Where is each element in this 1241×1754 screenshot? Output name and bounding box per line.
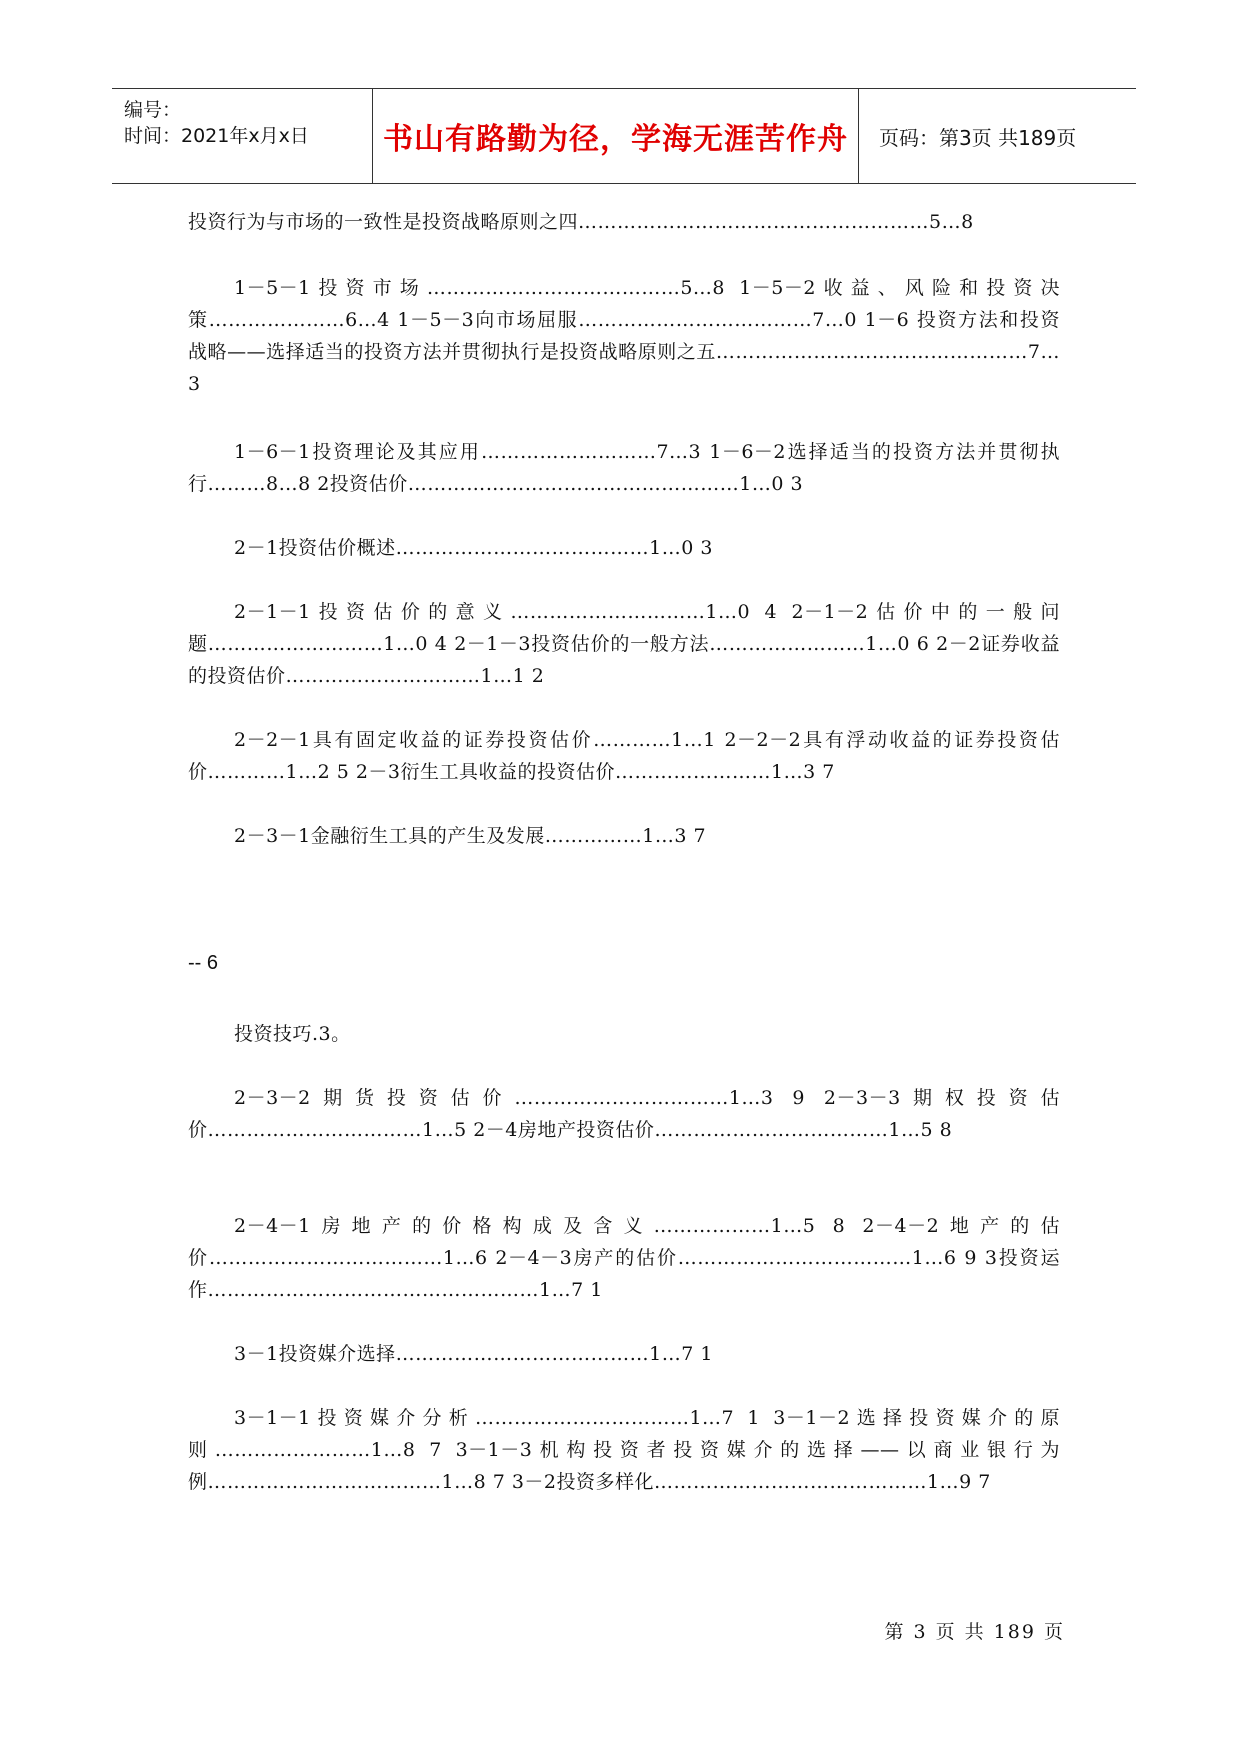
toc-paragraph: 2－1－1投资估价的意义…………………………1…0 4 2－1－2估价中的一般问题………………………1…0 4 2－1－3投资估价的一般方法……………………1…0 6 2－2证券收益的投资估价…………………………1…1 2 bbox=[188, 601, 1060, 687]
page-mark: -- 6 bbox=[188, 952, 218, 974]
page-footer: 第 3 页 共 189 页 bbox=[884, 1621, 1065, 1643]
toc-paragraph: 2－1投资估价概述…………………………………1…0 3 bbox=[234, 537, 713, 559]
page-info-text: 页码：第3页 共189页 bbox=[879, 125, 1077, 150]
serial-label: 编号： bbox=[124, 99, 182, 121]
header-motto-cell bbox=[372, 89, 859, 183]
header-page-info bbox=[859, 89, 1136, 183]
time-label: 时间：2021年x月x日 bbox=[124, 125, 309, 147]
toc-paragraph: 3－1投资媒介选择…………………………………1…7 1 bbox=[234, 1343, 713, 1365]
motto-text: 书山有路勤为径，学海无涯苦作舟 bbox=[383, 122, 848, 157]
toc-paragraph: 3－1－1投资媒介分析……………………………1…7 1 3－1－2选择投资媒介的原则……………………1…8 7 3－1－3机构投资者投资媒介的选择——以商业银行为例………………………………1…8 7 3－2投资多样化……………………………………1…9 7 bbox=[188, 1407, 1060, 1493]
toc-paragraph: 投资技巧.3。 bbox=[234, 1023, 351, 1045]
toc-paragraph: 2－3－1金融衍生工具的产生及发展……………1…3 7 bbox=[234, 825, 707, 847]
toc-paragraph: 2－4－1房地产的价格构成及含义………………1…5 8 2－4－2地产的估价………………………………1…6 2－4－3房产的估价………………………………1…6 9 3投资运作……………………………………………1…7 1 bbox=[188, 1215, 1060, 1301]
toc-paragraph: 1－5－1投资市场…………………………………5…8 1－5－2收益、风险和投资决策…………………6…4 1－5－3向市场屈服………………………………7…0 1－6 投资方法和投资战略——选择适当的投资方法并贯彻执行是投资战略原则之五…………………………………………7…3 bbox=[188, 277, 1060, 395]
toc-paragraph: 2－2－1具有固定收益的证券投资估价…………1…1 2－2－2具有浮动收益的证券投资估价…………1…2 5 2－3衍生工具收益的投资估价……………………1…3 7 bbox=[188, 729, 1060, 783]
document-header bbox=[112, 88, 1136, 184]
toc-paragraph: 1－6－1投资理论及其应用………………………7…3 1－6－2选择适当的投资方法并贯彻执行………8…8 2投资估价……………………………………………1…0 3 bbox=[188, 441, 1060, 495]
toc-paragraph: 投资行为与市场的一致性是投资战略原则之四………………………………………………5…8 bbox=[188, 211, 974, 233]
toc-paragraph: 2－3－2期货投资估价……………………………1…3 9 2－3－3期权投资估价……………………………1…5 2－4房地产投资估价………………………………1…5 8 bbox=[188, 1087, 1060, 1141]
header-meta bbox=[112, 89, 372, 183]
